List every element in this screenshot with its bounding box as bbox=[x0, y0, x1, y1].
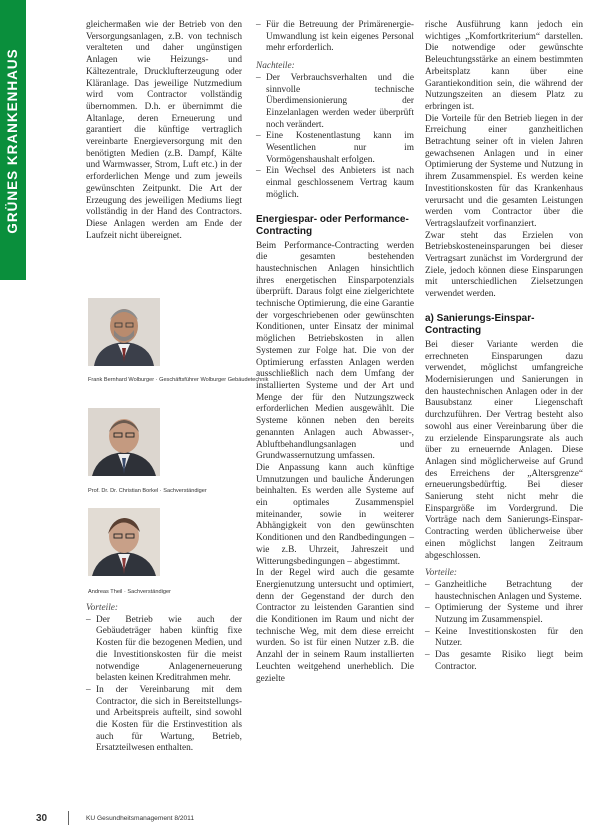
portrait-3-image bbox=[88, 508, 160, 576]
column-1 bbox=[86, 20, 242, 242]
column-2 bbox=[256, 20, 414, 685]
column-3 bbox=[425, 20, 583, 674]
col1-intro-paragraph: gleichermaßen wie der Betrieb von den Versorgungsanlagen, z.B. von technisch veralteten und daher ungünstigen Anlagen wie Heizungs- und Kältezentrale, Drucklufterzeugung oder Kläranlage. Das jeweilige Nutzmedium wird vom Contractor vollständig übernommen. D.h. er übernimmt die Altanlage, deren Erneuerung und garantiert die künftige vertraglich vereinbarte Energieversorgung mit den benötigten Medien (z.B. Dampf, Kälte und Warmwasser, Strom, Luft etc.) in der erforderlichen Menge und zum jeweils gewünschten Zeitpunkt. Die Art der Erzeugung des jeweiligen Mediums liegt vollständig in der Hand des Contractors. Diese Anlagen werden am Ende der Laufzeit nicht übereignet. bbox=[86, 20, 242, 241]
list-item: – In der Vereinbarung mit dem Contractor, die sich in Bereitstellungs- und Arbeitspreis aufteilt, sind sowohl die Kosten für die Erstinvestition als auch für Wartung, Betrieb, Ersatzteilwesen enthalten. bbox=[86, 685, 242, 755]
portrait-2-image bbox=[88, 408, 160, 476]
portrait-1-image bbox=[88, 298, 160, 366]
col3-vorteile-list bbox=[425, 580, 583, 674]
col3-body-paragraph-2: Bei dieser Variante werden die errechneten Einsparungen dazu verwendet, möglichst umfangreiche Modernisierungen und Sanierungen in den haustechnischen Anlagen oder in der Bausubstanz einer Liegenschaft durchzuführen. Der Vertrag besteht also sowohl aus einer Vereinbarung über die zu erzielende Einsparungsrate als auch über zu erneuernde Anlagen. Diese Anlagen sind möglicherweise auf Grund des Erreichens der „Altersgrenze“ erneuerungsbedürftig. Bei dieser Sanierung steht nicht mehr die Einspargröße im Vordergrund. Die Vorträge nach dem Sanierungs-Einspar-Contracting werden üblicherweise über einen möglichst langen Zeitraum abgeschlossen. bbox=[425, 339, 583, 561]
list-item: – Eine Kostenentlastung kann im Wesentlichen nur im Vormögenshaushalt erfolgen. bbox=[256, 131, 414, 166]
col3-vorteile-label: Vorteile: bbox=[425, 568, 458, 579]
col2-nachteile-list bbox=[256, 73, 414, 202]
col2-body-paragraph: In der Regel wird auch die gesamte Energienutzung untersucht und optimiert, denn der Gegenstand der durch den Contractor zu leistenden Garantien sind die Konditionen im Raum und nicht der technische Weg, mit dem diese erreicht wurden. So ist für einen Nutzer z.B. die Anzahl der in seinem Raum installierten Leuchten weitgehend unerheblich. Die gezielte bbox=[256, 568, 414, 684]
portrait-caption-3: Andreas Theil · Sachverständiger bbox=[88, 589, 171, 595]
col1-vorteile-label: Vorteile: bbox=[86, 603, 119, 613]
list-item: – Der Betrieb wie auch der Gebäudeträger haben künftig fixe Kosten für die bezogenen Medien, und die Investitionskosten für die meist notwendige Anlagenerneuerung belasten keinen Kreditrahmen mehr. bbox=[86, 615, 242, 685]
col2-body-paragraph: Die Anpassung kann auch künftige Umnutzungen und bauliche Änderungen beinhalten. Es werden alle Systeme auf ein optimales Zusammenspiel miteinander, sowie in weiterer Abhängigkeit von den gewünschten Konditionen und den Randbedingungen – wie z.B. Uhrzeit, Jahreszeit und Witterungsbedingungen – abgestimmt. bbox=[256, 462, 414, 567]
list-item: – Der Verbrauchsverhalten und die sinnvolle technische Überdimensionierung der Einzelanlagen werden weder überprüft noch verändert. bbox=[256, 73, 414, 132]
portrait-caption-1: Frank Bernhard Wolburger · Geschäftsführer Wolburger Gebäudetechnik bbox=[88, 377, 269, 383]
list-item: – Optimierung der Systeme und ihrer Nutzung im Zusammenspiel. bbox=[425, 603, 583, 626]
list-item: – Das gesamte Risiko liegt beim Contractor. bbox=[425, 650, 583, 673]
footer-source: KU Gesundheitsmanagement 8/2011 bbox=[86, 815, 195, 822]
list-item: – Keine Investitionskosten für den Nutzer. bbox=[425, 627, 583, 650]
portrait-photo-3 bbox=[88, 508, 160, 576]
footer-divider bbox=[68, 811, 69, 825]
side-banner-text: GRÜNES KRANKENHAUS bbox=[5, 48, 20, 234]
col3-body-paragraph: Die Vorteile für den Betrieb liegen in der Erreichung einer ganzheitlichen Betrachtung seiner oft in vielen Jahren gewachsenen Anlagen und in einer Optimierung der Systeme und Nutzung in ihrem Zusammenspiel. Es werden keine Investitionskosten für das Krankenhaus verursacht und die gesamten Leistungen werden vom Contractor über die Vertragslaufzeit vorfinanziert. bbox=[425, 113, 583, 229]
col3-body-paragraph: rische Ausführung kann jedoch ein wichtiges „Komfortkriterium“ darstellen. Die notwendige oder gewünschte Beleuchtungsstärke an einem bestimmten Arbeitsplatz kann über eine Garantiekondition sein, die während der Nutzungszeiten an diesem Platz zu erbringen ist. bbox=[425, 20, 583, 112]
col2-body-paragraph: Beim Performance-Contracting werden die gesamten bestehenden haustechnischen Anlagen hinsichtlich ihres energetischen Einsparpotenzials überprüft. Daraus folgt eine zielgerichtete technische Optimierung, die eine Garantie der vorgeschriebenen oder gewünschten Konditionen, unter Einsatz der minimal möglichen Betriebskosten in allen Systemen zur Folge hat. Die von der Optimierung erfassten Anlagen werden ausschließlich nach dem Umfang der installierten Systeme und der Art und Menge der für den Nutzungszweck erforderlichen Medien ausgewählt. Die Systeme können neben den bereits genannten Anlagen auch Abwasser-, Abluftbehandlungsanlagen und Grundwassernutzung umfassen. bbox=[256, 240, 414, 462]
col3-section-heading: a) Sanierungs-Einspar-Contracting bbox=[425, 312, 535, 336]
list-item: – Ganzheitliche Betrachtung der haustechnischen Anlagen und Systeme. bbox=[425, 580, 583, 603]
page-number: 30 bbox=[36, 813, 48, 824]
portrait-photo-1 bbox=[88, 298, 160, 366]
column-1-vorteile bbox=[86, 597, 242, 755]
list-item: – Ein Wechsel des Anbieters ist nach einmal geschlossenem Vertrag kaum möglich. bbox=[256, 166, 414, 201]
col2-nachteile-label: Nachteile: bbox=[256, 61, 295, 72]
col1-vorteile-list bbox=[86, 615, 242, 755]
col2-section-heading: Energiespar- oder Performance-Contracting bbox=[256, 213, 409, 237]
portrait-caption-2: Prof. Dr. Dr. Christian Borkel · Sachverständiger bbox=[88, 488, 207, 494]
col3-body-paragraph: Zwar steht das Erzielen von Betriebskosteneinsparungen bei dieser Vertragsart zunächst im Vordergrund der Ziele, jedoch können diese Einsparungen mit unterschiedlichen Zielsetzungen verwendet werden. bbox=[425, 230, 583, 300]
side-banner bbox=[0, 0, 26, 280]
col2-cont-list bbox=[256, 20, 414, 55]
list-item: – Für die Betreuung der Primärenergie-Umwandlung ist kein eigenes Personal mehr erforderlich. bbox=[256, 20, 414, 55]
portrait-photo-2 bbox=[88, 408, 160, 476]
